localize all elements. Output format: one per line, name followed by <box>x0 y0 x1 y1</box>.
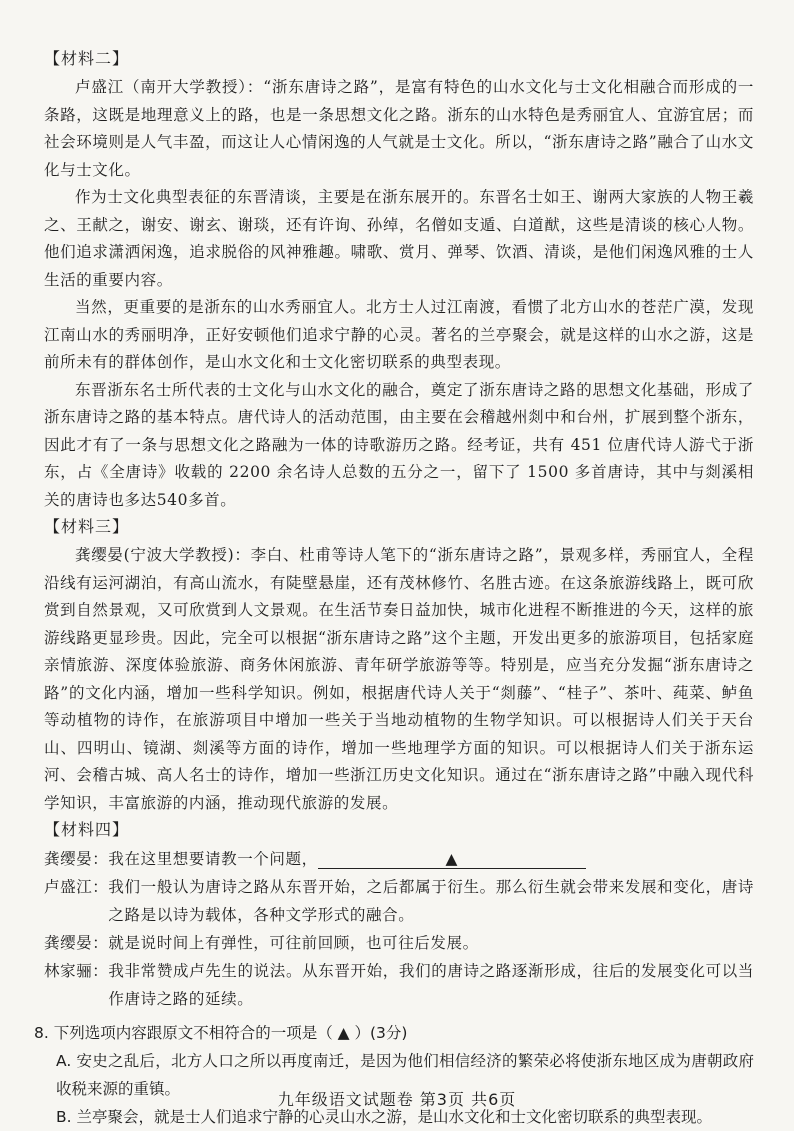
dialogue-text: 我非常赞成卢先生的说法。从东晋开始，我们的唐诗之路逐渐形成，往后的发展变化可以当作唐诗之路的延续。 <box>108 962 754 1008</box>
dialogue-utterance: 我在这里想要请教一个问题， <box>108 850 318 868</box>
material-two-paragraph-2: 作为士文化典型表征的东晋清谈，主要是在浙东展开的。东晋名士如王、谢两大家族的人物王羲之、王献之，谢安、谢玄、谢琰，还有许询、孙绰，名僧如支遁、白道猷，这些是清谈的核心人物。他们追求潇洒闲逸，追求脱俗的风神雅趣。啸歌、赏月、弹琴、饮酒、清谈，是他们闲逸风雅的士人生活的重要内容。 <box>44 188 754 289</box>
dialogue-speaker: 林家骊： <box>44 962 109 980</box>
material-two-paragraph-4: 东晋浙东名士所代表的士文化与山水文化的融合，奠定了浙东唐诗之路的思想文化基础，形成了浙东唐诗之路的基本特点。唐代诗人的活动范围，由主要在会稽越州剡中和台州，扩展到整个浙东，因此才有了一条与思想文化之路融为一体的诗歌游历之路。经考证，共有 451 位唐代诗人游弋于浙东，占《全唐诗》收载的 2200 余名诗人总数的五分之一，留下了 1500 多首唐诗，其中与剡溪相关的唐诗也多达540多首。 <box>44 380 754 509</box>
dialogue-line-1 <box>44 845 754 873</box>
dialogue-text: 就是说时间上有弹性，可往前回顾，也可往后发展。 <box>108 934 479 952</box>
dialogue-text <box>108 845 754 873</box>
question-8 <box>34 1019 754 1131</box>
triangle-marker-icon: ▲ <box>445 850 458 868</box>
option-b[interactable]: B. 兰亭聚会，就是士人们追求宁静的心灵山水之游，是山水文化和士文化密切联系的典型表现。 <box>56 1108 712 1126</box>
material-four <box>44 817 754 1013</box>
dialogue-speaker: 龚缨晏： <box>44 850 109 868</box>
material-two-paragraph-1: 卢盛江（南开大学教授）：“浙东唐诗之路”，是富有特色的山水文化与士文化相融合而形成的一条路，这既是地理意义上的路，也是一条思想文化之路。浙东的山水特色是秀丽宜人、宜游宜居；而社会环境则是人气丰盈，而这让人心情闲逸的人气就是士文化。所以，“浙东唐诗之路”融合了山水文化与士文化。 <box>44 78 754 179</box>
dialogue-line-3 <box>44 929 754 957</box>
material-three-heading: 【材料三】 <box>44 517 130 536</box>
dialogue-line-4 <box>44 957 754 1013</box>
dialogue-line-2 <box>44 873 754 929</box>
answer-blank[interactable] <box>318 850 586 869</box>
material-four-heading: 【材料四】 <box>44 820 130 839</box>
page-footer: 九年级语文试题卷 第3页 共6页 <box>277 1090 517 1109</box>
question-stem: 8. 下列选项内容跟原文不相符合的一项是（ ▲ ）(3分) <box>34 1024 408 1042</box>
material-three-paragraph-1: 龚缨晏(宁波大学教授)：李白、杜甫等诗人笔下的“浙东唐诗之路”，景观多样，秀丽宜人，全程沿线有运河湖泊，有高山流水，有陡壁悬崖，还有茂林修竹、名胜古迹。在这条旅游线路上，既可欣赏到自然景观，又可欣赏到人文景观。在生活节奏日益加快，城市化进程不断推进的今天，这样的旅游线路更显珍贵。因此，完全可以根据“浙东唐诗之路”这个主题，开发出更多的旅游项目，包括家庭亲情旅游、深度体验旅游、商务休闲旅游、青年研学旅游等等。特别是，应当充分发掘“浙东唐诗之路”的文化内涵，增加一些科学知识。例如，根据唐代诗人关于“剡藤”、“桂子”、茶叶、莼菜、鲈鱼等动植物的诗作，在旅游项目中增加一些关于当地动植物的生物学知识。可以根据诗人们关于天台山、四明山、镜湖、剡溪等方面的诗作，增加一些地理学方面的知识。可以根据诗人们关于浙东运河、会稽古城、高人名士的诗作，增加一些浙江历史文化知识。通过在“浙东唐诗之路”中融入现代科学知识，丰富旅游的内涵，推动现代旅游的发展。 <box>44 546 754 812</box>
dialogue-text: 我们一般认为唐诗之路从东晋开始，之后都属于衍生。那么衍生就会带来发展和变化，唐诗之路是以诗为载体，各种文学形式的融合。 <box>108 878 754 924</box>
material-three <box>44 514 754 817</box>
option-a[interactable]: A. 安史之乱后，北方人口之所以再度南迁，是因为他们相信经济的繁荣必将使浙东地区成为唐朝政府收税来源的重镇。 <box>56 1052 754 1098</box>
material-two-paragraph-3: 当然，更重要的是浙东的山水秀丽宜人。北方士人过江南渡，看惯了北方山水的苍茫广漠，发现江南山水的秀丽明净，正好安顿他们追求宁静的心灵。著名的兰亭聚会，就是这样的山水之游，这是前所未有的群体创作，是山水文化和士文化密切联系的典型表现。 <box>44 298 754 371</box>
material-two <box>44 46 754 514</box>
material-two-heading: 【材料二】 <box>44 49 130 68</box>
dialogue-speaker: 龚缨晏： <box>44 934 109 952</box>
dialogue-speaker: 卢盛江： <box>44 878 109 896</box>
